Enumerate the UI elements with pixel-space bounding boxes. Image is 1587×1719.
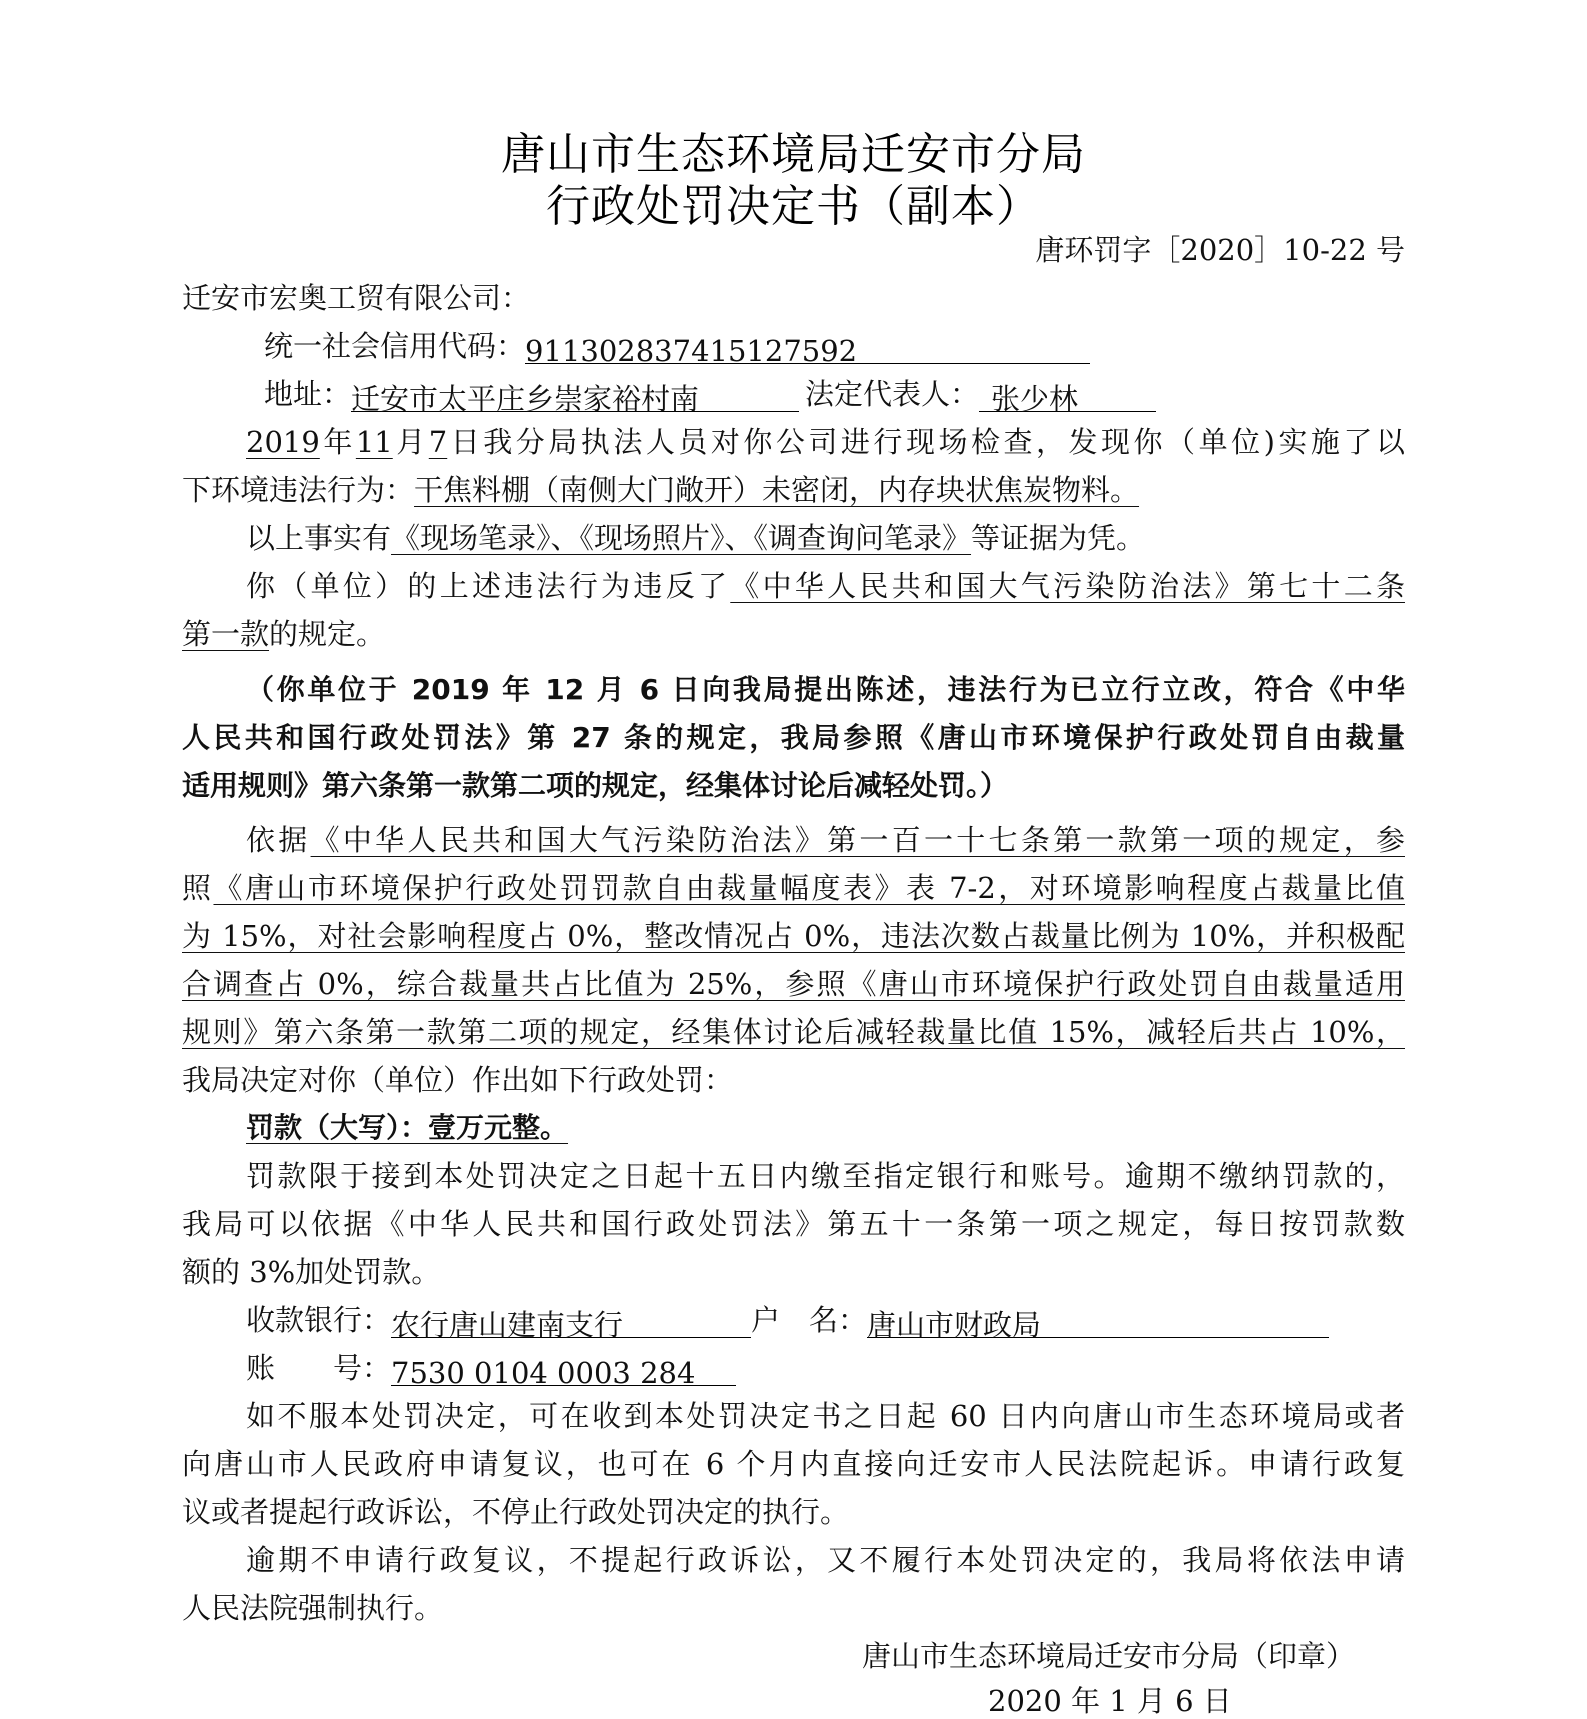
bank-label: 收款银行： — [246, 1303, 392, 1337]
recipient-name: 迁安市宏奥工贸有限公司： — [182, 281, 531, 315]
legal-rep-value: 张少林 — [991, 382, 1079, 416]
account-name-value-field — [867, 1307, 1329, 1342]
account-number-value-field — [391, 1355, 736, 1390]
statement-line-2: 人民共和国行政处罚法》第 27 条的规定，我局参照《唐山市环境保护行政处罚自由裁量 — [182, 721, 1405, 754]
basis-line-1 — [246, 822, 1405, 858]
inspection-text: 日我分局执法人员对你公司进行现场检查，发现你（单位)实施了以 — [447, 425, 1405, 459]
law-violated-suffix: 的规定。 — [269, 617, 386, 651]
basis-line-5: 规则》第六条第一款第二项的规定，经集体讨论后减轻裁量比值 15%，减轻后共占 10%， — [182, 1015, 1405, 1049]
document-title: 唐山市生态环境局迁安市分局 — [501, 129, 1086, 180]
bank-value: 农行唐山建南支行 — [391, 1308, 624, 1342]
review-line-3: 议或者提起行政诉讼，不停止行政处罚决定的执行。 — [182, 1495, 850, 1529]
inspection-line-1 — [182, 424, 1405, 460]
violation-label: 下环境违法行为： — [182, 473, 415, 507]
account-number-value: 7530 0104 0003 284 — [391, 1356, 696, 1390]
basis-line-4: 合调查占 0%，综合裁量共占比值为 25%，参照《唐山市环境保护行政处罚自由裁量适用 — [182, 967, 1405, 1001]
payment-line-1: 罚款限于接到本处罚决定之日起十五日内缴至指定银行和账号。逾期不缴纳罚款的， — [246, 1159, 1405, 1193]
legal-rep-value-field — [979, 381, 1156, 416]
basis-table-citation: 《唐山市环境保护行政处罚罚款自由裁量幅度表》表 7-2，对环境影响程度占裁量比值 — [213, 871, 1405, 905]
law-violated-line-2 — [182, 616, 385, 652]
review-line-1: 如不服本处罚决定，可在收到本处罚决定书之日起 60 日内向唐山市生态环境局或者 — [246, 1399, 1405, 1433]
address-value: 迁安市太平庄乡崇家裕村南 — [351, 382, 700, 416]
enforcement-line-2: 人民法院强制执行。 — [182, 1591, 444, 1625]
inspection-year: 2019 — [246, 425, 320, 459]
law-violated-line-1 — [182, 568, 1405, 604]
credit-code-value: 911302837415127592 — [525, 334, 858, 368]
document-subtitle: 行政处罚决定书（副本） — [546, 181, 1041, 232]
inspection-day: 7 — [428, 425, 448, 459]
statement-line-3: 适用规则》第六条第一款第二项的规定，经集体讨论后减轻处罚。） — [182, 769, 1009, 802]
bank-value-field — [391, 1307, 751, 1342]
evidence-items: 《现场笔录》、《现场照片》、《调查询问笔录》 — [391, 521, 972, 555]
law-violated-citation: 《中华人民共和国大气污染防治法》第七十二条 — [730, 569, 1405, 603]
inspection-line-2 — [182, 472, 1139, 508]
basis-law-citation: 《中华人民共和国大气污染防治法》第一百一十七条第一款第一项的规定，参 — [310, 823, 1405, 857]
evidence-prefix: 以上事实有 — [246, 521, 392, 555]
evidence-line — [246, 520, 1145, 556]
month-unit: 月 — [392, 425, 429, 459]
document-number: 唐环罚字［2020］10-22 号 — [1035, 233, 1405, 267]
account-number-row — [246, 1350, 736, 1390]
credit-code-value-field — [525, 333, 1090, 368]
credit-code-label: 统一社会信用代码： — [264, 329, 526, 363]
address-value-field — [351, 381, 799, 416]
inspection-month: 11 — [355, 425, 393, 459]
violation-description: 干焦料棚（南侧大门敞开）未密闭，内存块状焦炭物料。 — [414, 473, 1140, 507]
account-name-label: 户 名： — [751, 1303, 868, 1337]
payment-line-3: 额的 3%加处罚款。 — [182, 1255, 441, 1289]
basis-line-6: 我局决定对你（单位）作出如下行政处罚： — [182, 1063, 734, 1097]
issuer-signature: 唐山市生态环境局迁安市分局（印章） — [862, 1639, 1356, 1673]
bank-row — [246, 1302, 1329, 1342]
basis-prefix: 依据 — [246, 823, 311, 857]
address-label: 地址： — [264, 377, 352, 411]
payment-line-2: 我局可以依据《中华人民共和国行政处罚法》第五十一条第一项之规定，每日按罚款数 — [182, 1207, 1405, 1241]
basis-line-3: 为 15%，对社会影响程度占 0%，整改情况占 0%，违法次数占裁量比例为 10%，并积极配 — [182, 919, 1405, 953]
account-number-label: 账 号： — [246, 1351, 392, 1385]
address-row — [264, 376, 1156, 416]
account-name-value: 唐山市财政局 — [867, 1308, 1042, 1342]
credit-code-row — [264, 328, 1090, 368]
enforcement-line-1: 逾期不申请行政复议，不提起行政诉讼，又不履行本处罚决定的，我局将依法申请 — [246, 1543, 1405, 1577]
law-violated-prefix: 你（单位）的上述违法行为违反了 — [246, 569, 731, 603]
issue-date: 2020 年 1 月 6 日 — [988, 1684, 1232, 1718]
basis-line-2-prefix: 照 — [182, 871, 214, 905]
review-line-2: 向唐山市人民政府申请复议，也可在 6 个月内直接向迁安市人民法院起诉。申请行政复 — [182, 1447, 1405, 1481]
evidence-suffix: 等证据为凭。 — [971, 521, 1146, 555]
law-violated-clause: 第一款 — [182, 617, 270, 651]
basis-line-2 — [182, 870, 1405, 906]
statement-line-1: （你单位于 2019 年 12 月 6 日向我局提出陈述，违法行为已立行立改，符合《中华 — [246, 673, 1405, 706]
legal-rep-label: 法定代表人： — [805, 377, 980, 411]
year-unit: 年 — [319, 425, 356, 459]
fine-amount: 罚款（大写）：壹万元整。 — [246, 1111, 569, 1144]
